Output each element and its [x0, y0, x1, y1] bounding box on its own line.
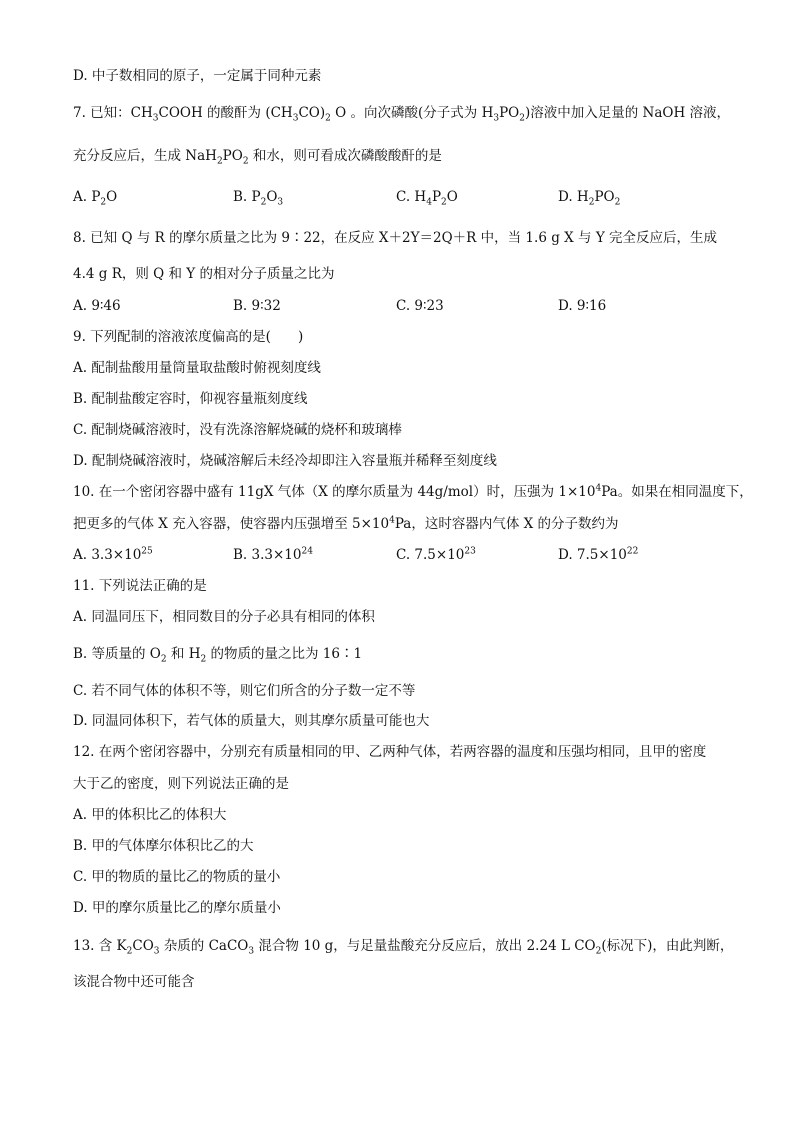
- q9-stem: 9. 下列配制的溶液浓度偏高的是( ): [73, 329, 304, 345]
- q7-options: [73, 188, 733, 208]
- q13-stem-line2: 该混合物中还可能含: [73, 974, 195, 990]
- q7-option-c: C. $H_4P_2O$: [396, 189, 458, 208]
- q11-option-a: A. 同温同压下，相同数目的分子必具有相同的体积: [73, 609, 375, 625]
- q10-option-c: C. $7.5\times 10^{23}$: [396, 546, 476, 563]
- q11-stem: 11. 下列说法正确的是: [73, 578, 207, 594]
- q8-option-d: D. 9∶16: [558, 298, 607, 314]
- q10-option-a: A. $3.3\times 10^{25}$: [73, 546, 153, 563]
- q8-option-c: C. 9∶23: [396, 298, 444, 314]
- q10-option-d: D. $7.5\times 10^{22}$: [558, 546, 639, 563]
- q8-option-b: B. 9∶32: [233, 298, 281, 314]
- q8-options: [73, 297, 733, 317]
- q12-stem-line2: 大于乙的密度，则下列说法正确的是: [73, 776, 289, 792]
- q10-option-b: B. $3.3\times 10^{24}$: [233, 546, 313, 563]
- q12-option-d: D. 甲的摩尔质量比乙的摩尔质量小: [73, 900, 281, 916]
- q6-option-d: D. 中子数相同的原子，一定属于同种元素: [73, 68, 322, 84]
- q12-option-a: A. 甲的体积比乙的体积大: [73, 807, 227, 823]
- q7-stem-line1: 7. 已知：$CH_3COOH$ 的酸酐为 $(CH_3CO)_2$ O 。向次磷酸(分子式为 $H_3PO_2$)溶液中加入足量的 NaOH 溶液，: [73, 105, 731, 124]
- q7-option-d: D. $H_2PO_2$: [558, 189, 621, 208]
- q12-option-c: C. 甲的物质的量比乙的物质的量小: [73, 869, 281, 885]
- q13-stem-line1: 13. 含 $K_2CO_3$ 杂质的 CaCO$_3$ 混合物 10 g，与足量盐酸充分反应后，放出 2.24 L $CO_2$(标况下)，由此判断，: [73, 938, 734, 957]
- q8-option-a: A. 9∶46: [73, 298, 121, 314]
- q9-option-c: C. 配制烧碱溶液时，没有洗涤溶解烧碱的烧杯和玻璃棒: [73, 422, 402, 438]
- q10-stem-line2: 把更多的气体 X 充入容器，使容器内压强增至 $5\times 10^4Pa$，这时容器内气体 X 的分子数约为: [73, 515, 619, 532]
- q7-option-a: A. $P_2O$: [73, 189, 118, 208]
- q12-option-b: B. 甲的气体摩尔体积比乙的大: [73, 838, 254, 854]
- q7-stem-line2: 充分反应后，生成 $NaH_2PO_2$ 和水，则可看成次磷酸酸酐的是: [73, 148, 442, 167]
- q9-option-b: B. 配制盐酸定容时，仰视容量瓶刻度线: [73, 391, 308, 407]
- q11-option-d: D. 同温同体积下，若气体的质量大，则其摩尔质量可能也大: [73, 713, 430, 729]
- q9-option-d: D. 配制烧碱溶液时，烧碱溶解后未经冷却即注入容量瓶并稀释至刻度线: [73, 453, 497, 469]
- q11-option-b: B. 等质量的 $O_2$ 和 $H_2$ 的物质的量之比为 16∶1: [73, 646, 363, 665]
- q10-options: [73, 546, 733, 566]
- q8-stem-line2: 4.4 g R，则 Q 和 Y 的相对分子质量之比为: [73, 266, 335, 282]
- q12-stem-line1: 12. 在两个密闭容器中，分别充有质量相同的甲、乙两种气体，若两容器的温度和压强均相同，且甲的密度: [73, 744, 707, 760]
- q8-stem-line1: 8. 已知 Q 与 R 的摩尔质量之比为 9∶22，在反应 X＋2Y＝2Q＋R 中，当 1.6 g X 与 Y 完全反应后，生成: [73, 230, 718, 246]
- q11-option-c: C. 若不同气体的体积不等，则它们所含的分子数一定不等: [73, 683, 416, 699]
- q9-option-a: A. 配制盐酸用量筒量取盐酸时俯视刻度线: [73, 360, 321, 376]
- q10-stem-line1: 10. 在一个密闭容器中盛有 11gX 气体（X 的摩尔质量为 44g/mol）时，压强为 $1\times 10^4Pa$。如果在相同温度下，: [73, 483, 753, 500]
- q7-option-b: B. $P_2O_3$: [233, 189, 284, 208]
